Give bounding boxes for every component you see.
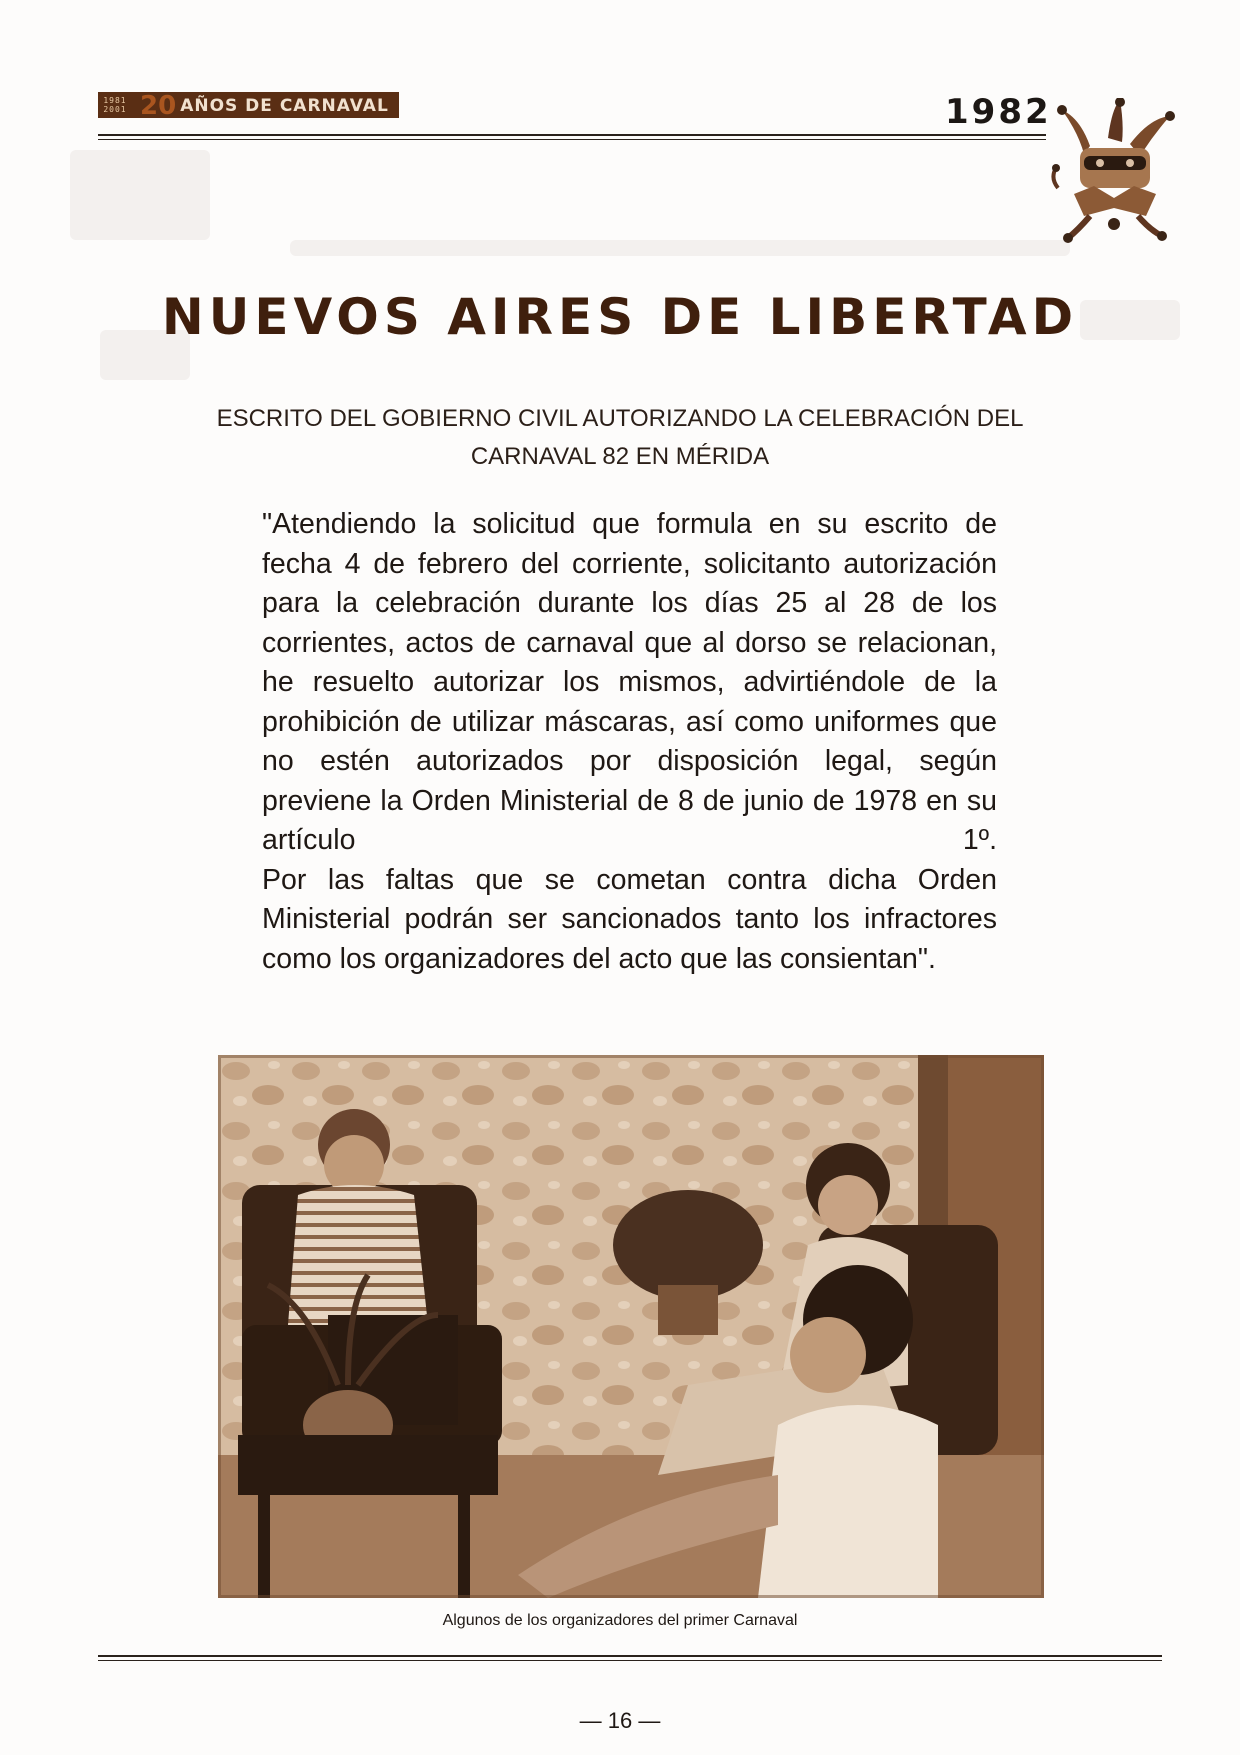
footer-rule bbox=[98, 1655, 1162, 1657]
background-ghost bbox=[70, 150, 210, 240]
body-text bbox=[262, 505, 997, 979]
photo-caption: Algunos de los organizadores del primer Carnaval bbox=[442, 1612, 798, 1629]
organizers-photo bbox=[218, 1055, 1044, 1598]
jester-logo-icon bbox=[1050, 98, 1180, 248]
body-paragraph: "Atendiendo la solicitud que formula en su escrito de fecha 4 de febrero del corriente, solicitanto autorización para la celebración durante los días 25 al 28 de los corrientes, actos de carnaval que al dorso se relacionan, he resuelto autorizar los mismos, advirtiéndole de la prohibición de utilizar máscaras, así como uniformes que no estén autorizados por disposición legal, según previene la Orden Ministerial de 8 de junio de 1978 en su artículo 1º. bbox=[262, 508, 997, 856]
header-year: 1982 bbox=[945, 92, 1052, 132]
header-rule bbox=[98, 134, 1046, 136]
badge-year-start: 1981 bbox=[103, 96, 127, 105]
page-number: — 16 — bbox=[579, 1708, 661, 1733]
header-badge bbox=[98, 91, 399, 121]
header-rule bbox=[98, 139, 1046, 140]
badge-label-box bbox=[132, 91, 399, 121]
background-ghost bbox=[290, 240, 1070, 256]
badge-number: 20 bbox=[140, 91, 177, 121]
footer-rule bbox=[98, 1660, 1162, 1661]
badge-years bbox=[98, 92, 132, 118]
page-subtitle: ESCRITO DEL GOBIERNO CIVIL AUTORIZANDO LA CELEBRACIÓN DEL CARNAVAL 82 EN MÉRIDA bbox=[216, 405, 1024, 470]
badge-label: AÑOS DE CARNAVAL bbox=[180, 96, 389, 116]
page-title: NUEVOS AIRES DE LIBERTAD bbox=[161, 288, 1079, 346]
body-paragraph: Por las faltas que se cometan contra dicha Orden Ministerial podrán ser sancionados tanto los infractores como los organizadores del acto que las consientan". bbox=[262, 863, 997, 975]
badge-year-end: 2001 bbox=[103, 105, 127, 114]
